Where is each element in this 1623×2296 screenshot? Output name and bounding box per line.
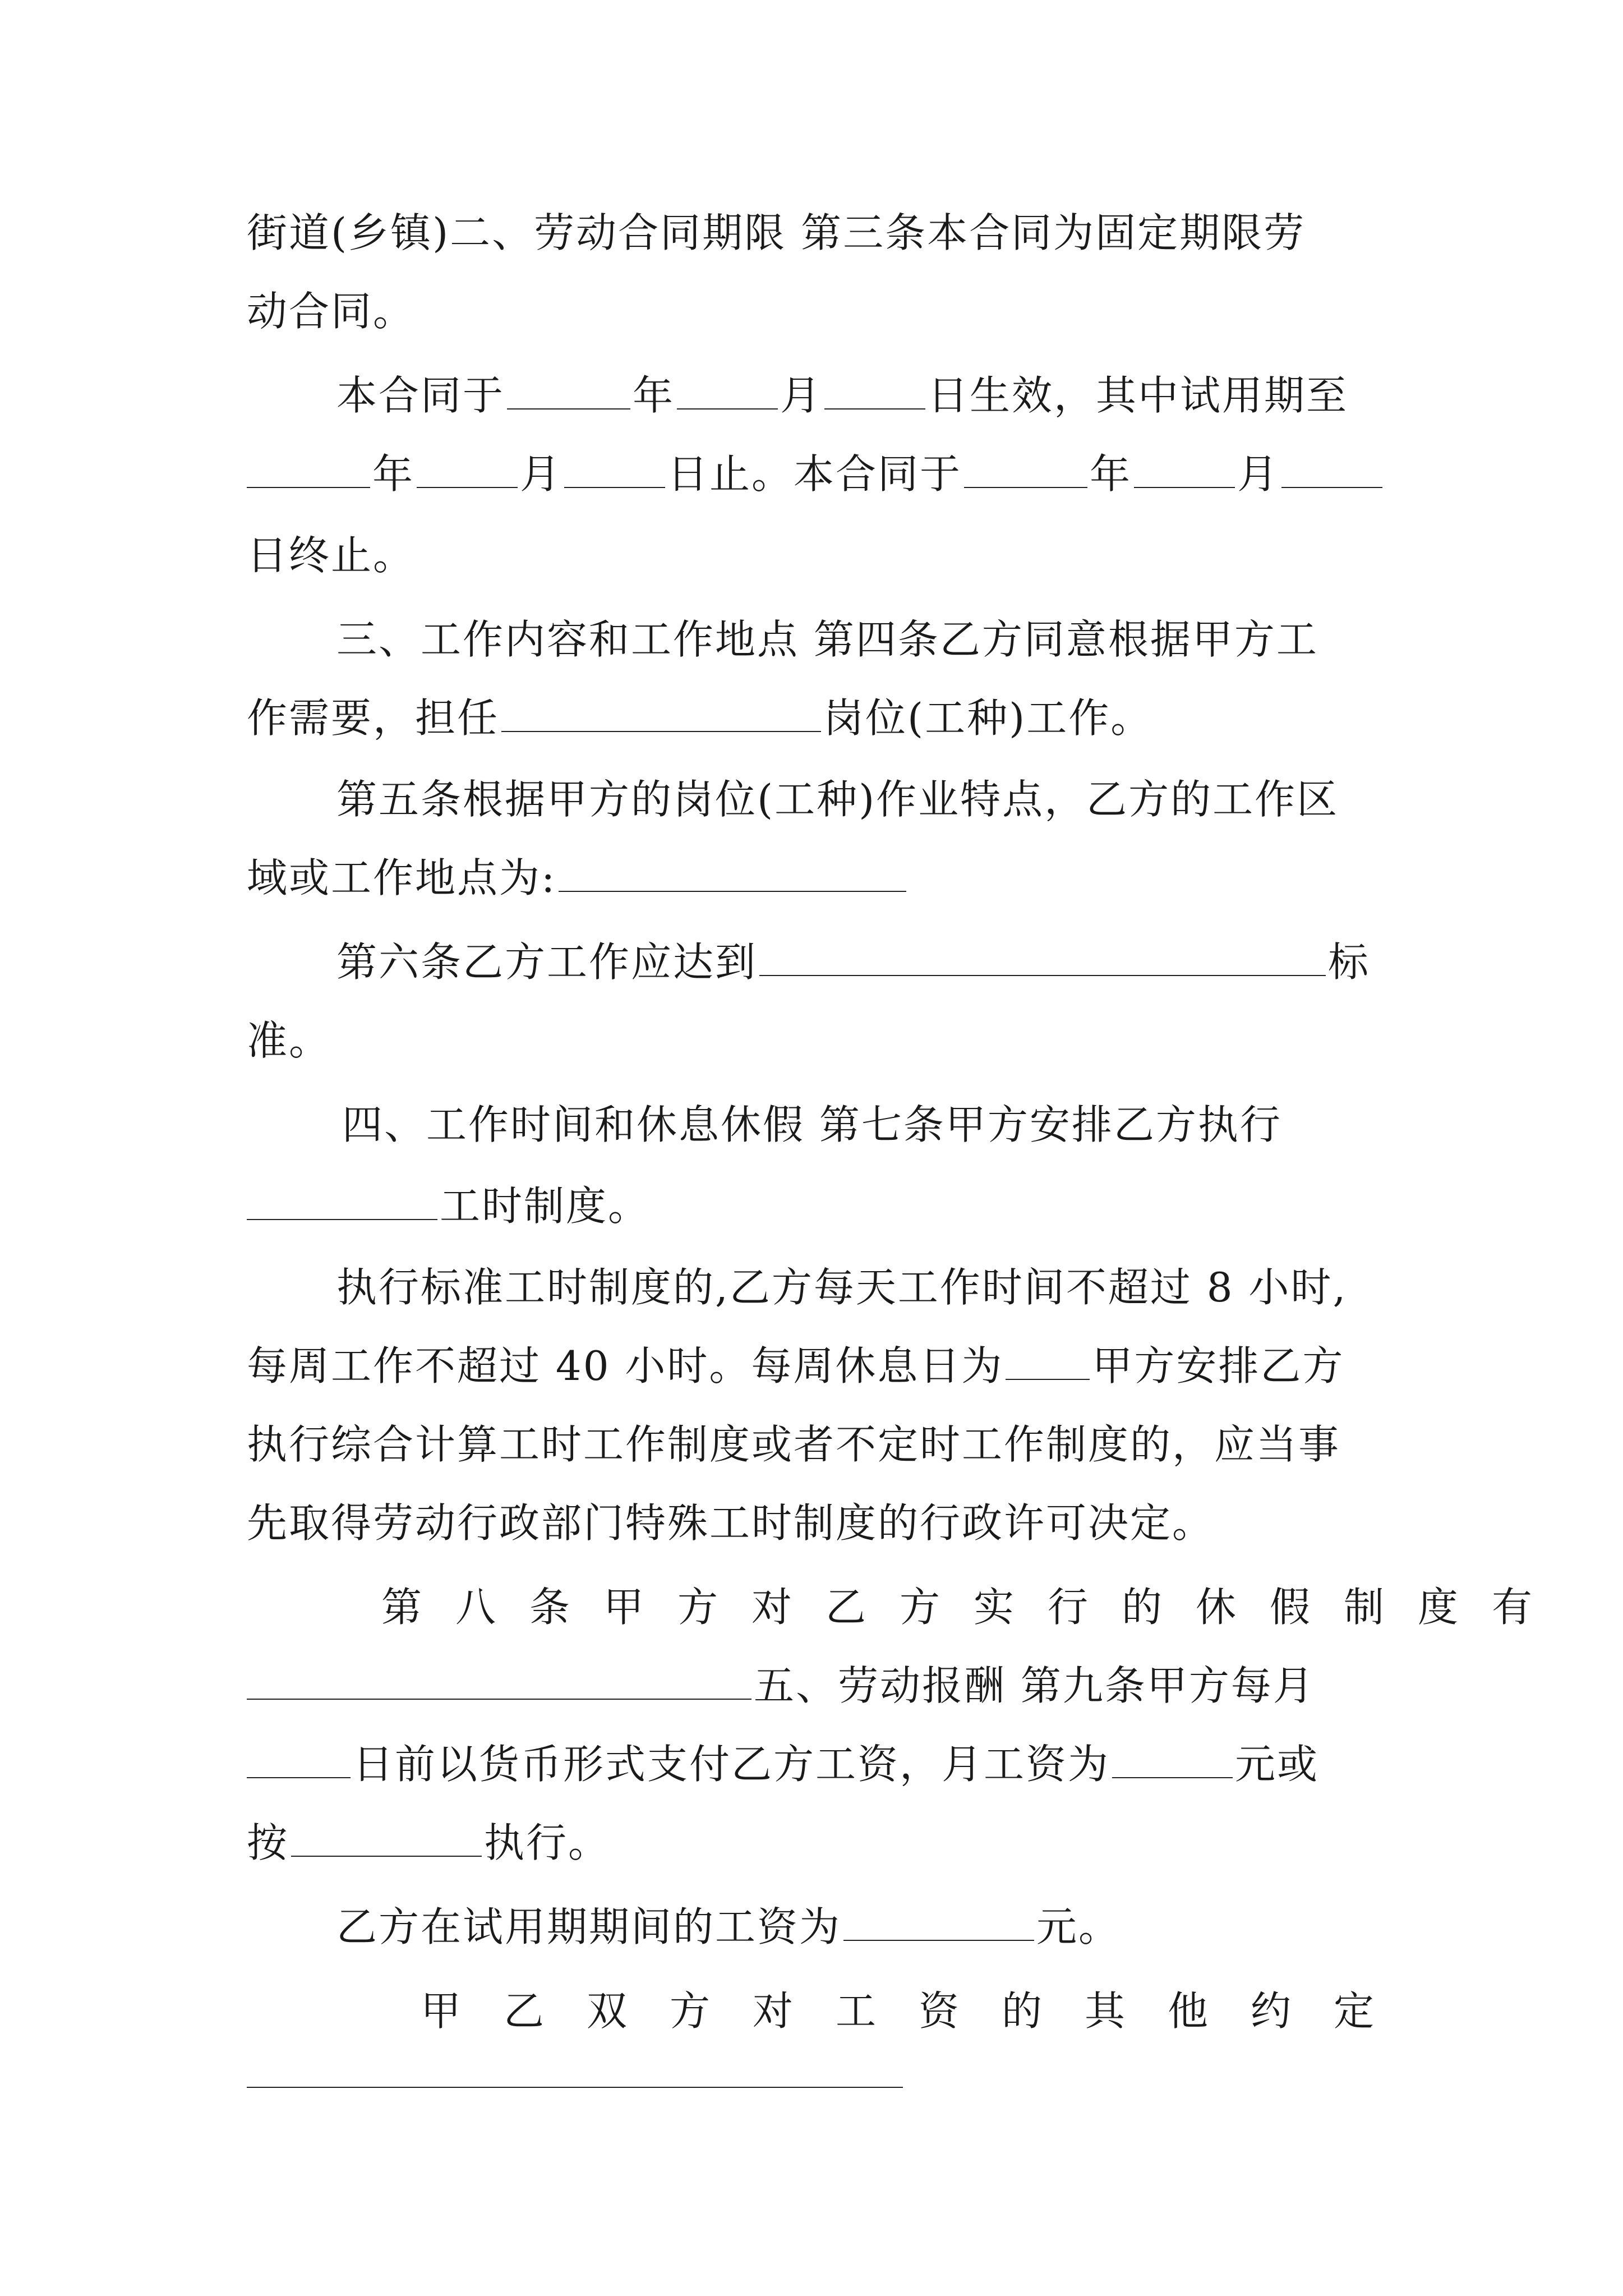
fill-blank[interactable] — [1281, 451, 1382, 488]
line-10 — [336, 931, 1370, 993]
fill-blank[interactable] — [1134, 451, 1235, 488]
text: 第八条甲方对乙方实行的休假制度有 — [381, 1584, 1566, 1631]
fill-blank[interactable] — [964, 451, 1087, 488]
line-3 — [336, 365, 1348, 426]
line-11 — [247, 1010, 331, 1071]
fill-blank[interactable] — [247, 1663, 751, 1700]
text: 年 — [633, 372, 675, 419]
fill-blank[interactable] — [247, 1183, 437, 1220]
text: 五、劳动报酬 第九条甲方每月 — [754, 1662, 1315, 1709]
text: 执行标准工时制度的,乙方每天工作时间不超过 8 小时, — [336, 1264, 1348, 1311]
fill-blank[interactable] — [247, 1741, 351, 1778]
fill-blank[interactable] — [564, 451, 665, 488]
line-12 — [342, 1094, 1282, 1156]
fill-blank[interactable] — [417, 451, 518, 488]
text: 乙方在试用期期间的工资为 — [336, 1903, 842, 1950]
text: 第六条乙方工作应达到 — [336, 938, 758, 986]
text: 岗位(工种)工作。 — [823, 694, 1153, 742]
line-14 — [336, 1257, 1347, 1318]
text: 四、工作时间和休息休假 第七条甲方安排乙方执行 — [342, 1101, 1282, 1148]
text: 元。 — [1036, 1903, 1121, 1950]
text: 先取得劳动行政部门特殊工时制度的行政许可决定。 — [247, 1499, 1215, 1547]
line-18 — [381, 1576, 1566, 1638]
fill-blank[interactable] — [824, 372, 925, 409]
document-page — [247, 202, 1566, 2109]
line-1 — [247, 202, 1306, 264]
line-8 — [336, 769, 1339, 830]
text: 月 — [780, 372, 823, 419]
line-23 — [421, 1980, 1417, 2042]
fill-blank-final[interactable] — [247, 2087, 903, 2088]
fill-blank[interactable] — [759, 939, 1326, 976]
text: 按 — [247, 1819, 289, 1866]
text: 甲方安排乙方 — [1092, 1342, 1345, 1389]
text: 日终止。 — [247, 532, 416, 579]
fill-blank[interactable] — [843, 1904, 1034, 1941]
line-2 — [247, 280, 415, 342]
text: 月 — [1237, 450, 1280, 498]
fill-blank[interactable] — [507, 372, 630, 409]
fill-blank[interactable] — [501, 695, 821, 732]
fill-blank[interactable] — [677, 372, 778, 409]
text: 月 — [520, 450, 562, 498]
fill-blank[interactable] — [1112, 1741, 1233, 1778]
text: 日止。本合同于 — [667, 450, 962, 498]
text: 日生效，其中试用期至 — [928, 372, 1349, 419]
fill-blank[interactable] — [1006, 1343, 1090, 1380]
line-21 — [247, 1812, 610, 1874]
text: 日前以货币形式支付乙方工资，月工资为 — [353, 1741, 1110, 1788]
text: 第五条根据甲方的岗位(工种)作业特点，乙方的工作区 — [336, 776, 1339, 823]
line-5 — [247, 524, 415, 586]
text: 标 — [1328, 938, 1371, 986]
text: 动合同。 — [247, 288, 416, 335]
text: 三、工作内容和工作地点 第四条乙方同意根据甲方工 — [336, 616, 1318, 663]
line-16 — [247, 1414, 1340, 1475]
text: 执行综合计算工时工作制度或者不定时工作制度的，应当事 — [247, 1421, 1341, 1468]
text: 甲乙双方对工资的其他约定 — [421, 1987, 1417, 2035]
text: 执行。 — [484, 1819, 611, 1866]
text: 本合同于 — [336, 372, 505, 419]
text: 域或工作地点为: — [247, 854, 557, 901]
line-15 — [247, 1335, 1344, 1397]
line-17 — [247, 1492, 1214, 1554]
line-4 — [247, 443, 1385, 505]
line-13 — [247, 1175, 650, 1237]
text: 作需要，担任 — [247, 694, 500, 742]
text: 每周工作不超过 40 小时。每周休息日为 — [247, 1342, 1004, 1389]
text: 年 — [372, 450, 415, 498]
text: 工时制度。 — [440, 1182, 651, 1230]
text: 元或 — [1235, 1741, 1320, 1788]
line-9 — [247, 847, 909, 909]
fill-blank[interactable] — [291, 1820, 482, 1857]
fill-blank[interactable] — [559, 855, 906, 892]
text: 街道(乡镇)二、劳动合同期限 第三条本合同为固定期限劳 — [247, 209, 1306, 256]
text: 准。 — [247, 1017, 331, 1064]
fill-blank[interactable] — [247, 451, 370, 488]
line-19 — [247, 1655, 1315, 1717]
line-22 — [336, 1896, 1121, 1958]
text: 年 — [1090, 450, 1132, 498]
line-6 — [336, 609, 1318, 670]
line-7 — [247, 687, 1152, 749]
line-20 — [247, 1733, 1319, 1795]
